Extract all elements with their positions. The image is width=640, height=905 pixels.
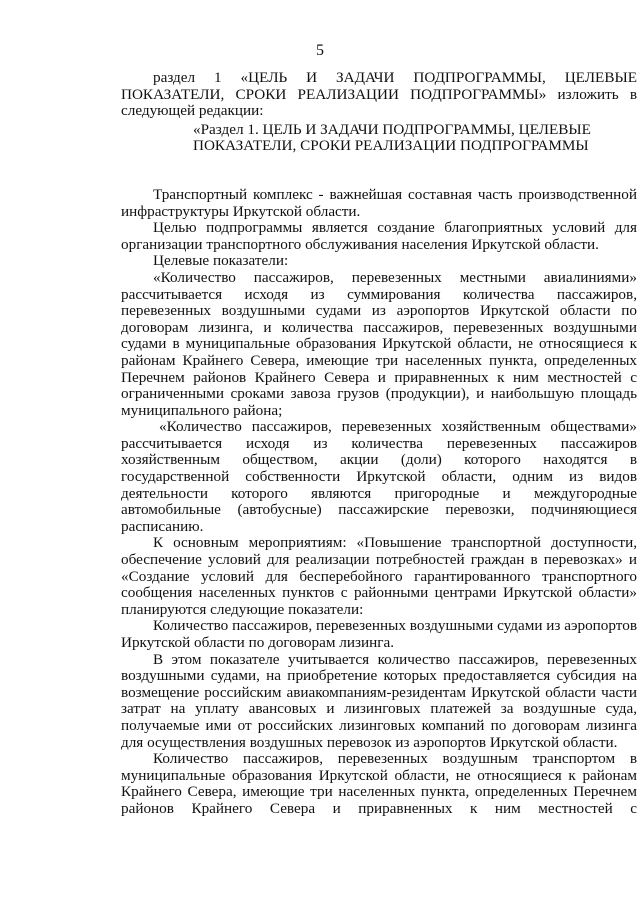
paragraph-program-goal: Целью подпрограммы является создание благоприятных условий для организации транспортного обслуживания населения Иркутской области.: [121, 219, 637, 253]
intro-paragraph: раздел 1 «ЦЕЛЬ И ЗАДАЧИ ПОДПРОГРАММЫ, ЦЕЛЕВЫЕ ПОКАЗАТЕЛИ, СРОКИ РЕАЛИЗАЦИИ ПОДПРОГРАММЫ» изложить в следующей редакции:: [121, 69, 637, 120]
document-body: [121, 70, 637, 818]
paragraph-transport-complex: Транспортный комплекс - важнейшая составная часть производственной инфраструктуры Иркутской области.: [121, 185, 637, 220]
paragraph-target-indicators-label: Целевые показатели:: [153, 252, 289, 270]
paragraph-local-airlines-indicator: «Количество пассажиров, перевезенных местными авиалиниями» рассчитывается исходя из суммирования количества пассажиров, перевезенных воздушными судами из аэропортов Иркутской области по договорам лизинга, и количества пассажиров, перевезенных воздушными судами в муниципальные образования Иркутской области, не относящиеся к районам Крайнего Севера, имеющие три населенных пункта, определенных Перечнем районов Крайнего Севера и приравненных к ним местностей с ограниченными сроками завоза грузов (продукции), и наибольшую площадь муниципального района;: [121, 268, 637, 419]
paragraph-subsidy-explanation: В этом показателе учитывается количество пассажиров, перевезенных воздушными судами, на приобретение которых предоставляется субсидия на возмещение российским авиакомпаниям-резидентам Иркутской области части затрат на уплату авансовых и лизинговых платежей за воздушные суда, получаемые ими от российских лизинговых компаний по договорам лизинга для осуществления воздушных перевозок из аэропортов Иркутской области.: [121, 650, 637, 751]
paragraph-leasing-passengers: Количество пассажиров, перевезенных воздушными судами из аэропортов Иркутской области по договорам лизинга.: [121, 617, 637, 651]
page-number: 5: [316, 42, 324, 59]
paragraph-air-transport-passengers: Количество пассажиров, перевезенных воздушным транспортом в муниципальные образования Иркутской области, не относящиеся к районам Крайнего Севера, имеющие три населенных пункта, определенных Перечнем районов Крайнего Севера и приравненных к ним местностей с: [121, 750, 637, 817]
section-heading: «Раздел 1. ЦЕЛЬ И ЗАДАЧИ ПОДПРОГРАММЫ, ЦЕЛЕВЫЕ ПОКАЗАТЕЛИ, СРОКИ РЕАЛИЗАЦИИ ПОДПРОГРАММЫ: [193, 120, 591, 155]
paragraph-business-companies-indicator: «Количество пассажиров, перевезенных хозяйственным обществами» рассчитывается исходя из количества перевезенных пассажиров хозяйственным обществом, акции (доли) которого находятся в государственной собственности Иркутской области, одним из видов деятельности которого являются пригородные и междугородные автомобильные (автобусные) пассажирские перевозки, подчиняющиеся расписанию.: [121, 418, 637, 535]
paragraph-main-activities: К основным мероприятиям: «Повышение транспортной доступности, обеспечение условий для реализации потребностей граждан в перевозках» и «Создание условий для бесперебойного гарантированного транспортного сообщения населенных пунктов с районными центрами Иркутской области» планируются следующие показатели:: [121, 534, 637, 618]
